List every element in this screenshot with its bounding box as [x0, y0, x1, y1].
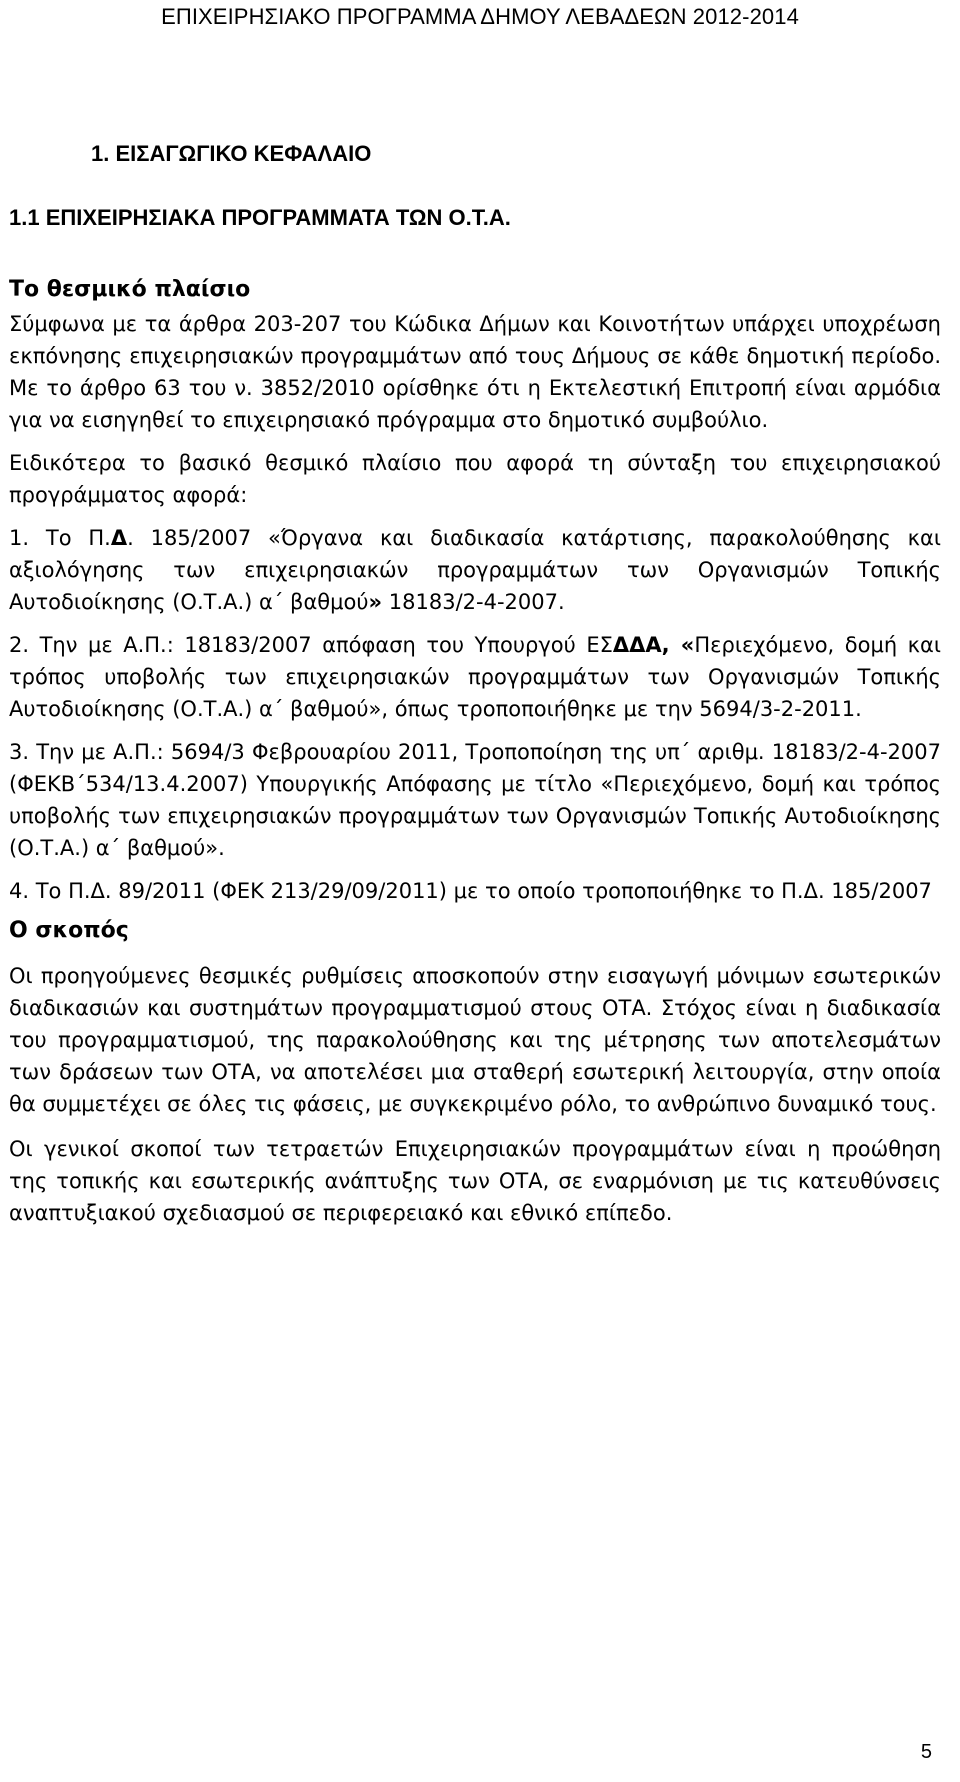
running-header: ΕΠΙΧΕΙΡΗΣΙΑΚΟ ΠΡΟΓΡΑΜΜΑ ΔΗΜΟΥ ΛΕΒΑΔΕΩΝ 2012-2014: [161, 4, 799, 29]
framework-item-1-text: . 185/2007 «Όργανα και διαδικασία κατάρτισης, παρακολούθησης και αξιολόγησης των επιχειρησιακών προγραμμάτων των Οργανισμών Τοπικής Αυτοδιοίκησης (Ο.Τ.Α.) α΄ βαθμού: [9, 526, 941, 614]
framework-item-2-quote: «: [669, 633, 695, 657]
framework-heading: Το θεσμικό πλαίσιο: [9, 277, 251, 302]
chapter-title: 1. ΕΙΣΑΓΩΓΙΚΟ ΚΕΦΑΛΑΙΟ: [91, 141, 372, 166]
framework-item-2-prefix: 2. Την με Α.Π.: 18183/2007 απόφαση του Υπουργού ΕΣ: [9, 633, 613, 657]
purpose-paragraph-1: Οι προηγούμενες θεσμικές ρυθμίσεις αποσκοπούν στην εισαγωγή μόνιμων εσωτερικών διαδικασιών και συστημάτων προγραμματισμού στους ΟΤΑ. Στόχος είναι η διαδικασία του προγραμματισμού, της παρακολούθησης και της μέτρησης των αποτελεσμάτων των δράσεων των ΟΤΑ, να αποτελέσει μια σταθερή εσωτερική λειτουργία, στην οποία θα συμμετέχει σε όλες τις φάσεις, με συγκεκριμένο ρόλο, το ανθρώπινο δυναμικό τους.: [9, 964, 941, 1116]
framework-paragraph-2: Ειδικότερα το βασικό θεσμικό πλαίσιο που αφορά τη σύνταξη του επιχειρησιακού προγράμματος αφορά:: [9, 451, 941, 507]
section-title: 1.1 ΕΠΙΧΕΙΡΗΣΙΑΚΑ ΠΡΟΓΡΑΜΜΑΤΑ ΤΩΝ Ο.Τ.Α.: [9, 205, 511, 230]
framework-item-2-text: Περιεχόμενο, δομή και τρόπος υποβολής των επιχειρησιακών προγραμμάτων των Οργανισμών Τοπικής Αυτοδιοίκησης (Ο.Τ.Α.) α΄ βαθμού», όπως τροποποιήθηκε με την 5694/3-2-2011.: [9, 633, 941, 721]
page-content: [9, 140, 941, 1229]
purpose-paragraph-2: Οι γενικοί σκοποί των τετραετών Επιχειρησιακών προγραμμάτων είναι η προώθηση της τοπικής και εσωτερικής ανάπτυξης των ΟΤΑ, σε εναρμόνιση με τις κατευθύνσεις αναπτυξιακού σχεδιασμού σε περιφερειακό και εθνικό επίπεδο.: [9, 1137, 941, 1225]
framework-item-2: [9, 629, 941, 725]
framework-item-1-bold: Δ: [110, 526, 128, 550]
framework-item-1-end: 18183/2-4-2007.: [382, 590, 565, 614]
framework-item-1-quote: »: [368, 590, 383, 614]
page-number: 5: [920, 1741, 932, 1763]
framework-item-1-prefix: 1. Το Π.: [9, 526, 111, 550]
framework-item-3: 3. Την με Α.Π.: 5694/3 Φεβρουαρίου 2011, Τροποποίηση της υπ΄ αριθμ. 18183/2-4-2007 (ΦΕΚΒ΄534/13.4.2007) Υπουργικής Απόφασης με τίτλο «Περιεχόμενο, δομή και τρόπος υποβολής των επιχειρησιακών προγραμμάτων των Οργανισμών Τοπικής Αυτοδιοίκησης (Ο.Τ.Α.) α΄ βαθμού».: [9, 740, 941, 860]
framework-item-1: [9, 522, 941, 618]
framework-item-4: 4. Το Π.Δ. 89/2011 (ΦΕΚ 213/29/09/2011) με το οποίο τροποποιήθηκε το Π.Δ. 185/2007: [9, 879, 932, 903]
framework-paragraph-1: Σύμφωνα με τα άρθρα 203-207 του Κώδικα Δήμων και Κοινοτήτων υπάρχει υποχρέωση εκπόνησης επιχειρησιακών προγραμμάτων από τους Δήμους σε κάθε δημοτική περίοδο. Με το άρθρο 63 του ν. 3852/2010 ορίσθηκε ότι η Εκτελεστική Επιτροπή είναι αρμόδια για να εισηγηθεί το επιχειρησιακό πρόγραμμα στο δημοτικό συμβούλιο.: [9, 312, 941, 432]
purpose-heading: Ο σκοπός: [9, 918, 129, 943]
framework-item-2-bold: ΔΔΑ,: [612, 633, 670, 657]
